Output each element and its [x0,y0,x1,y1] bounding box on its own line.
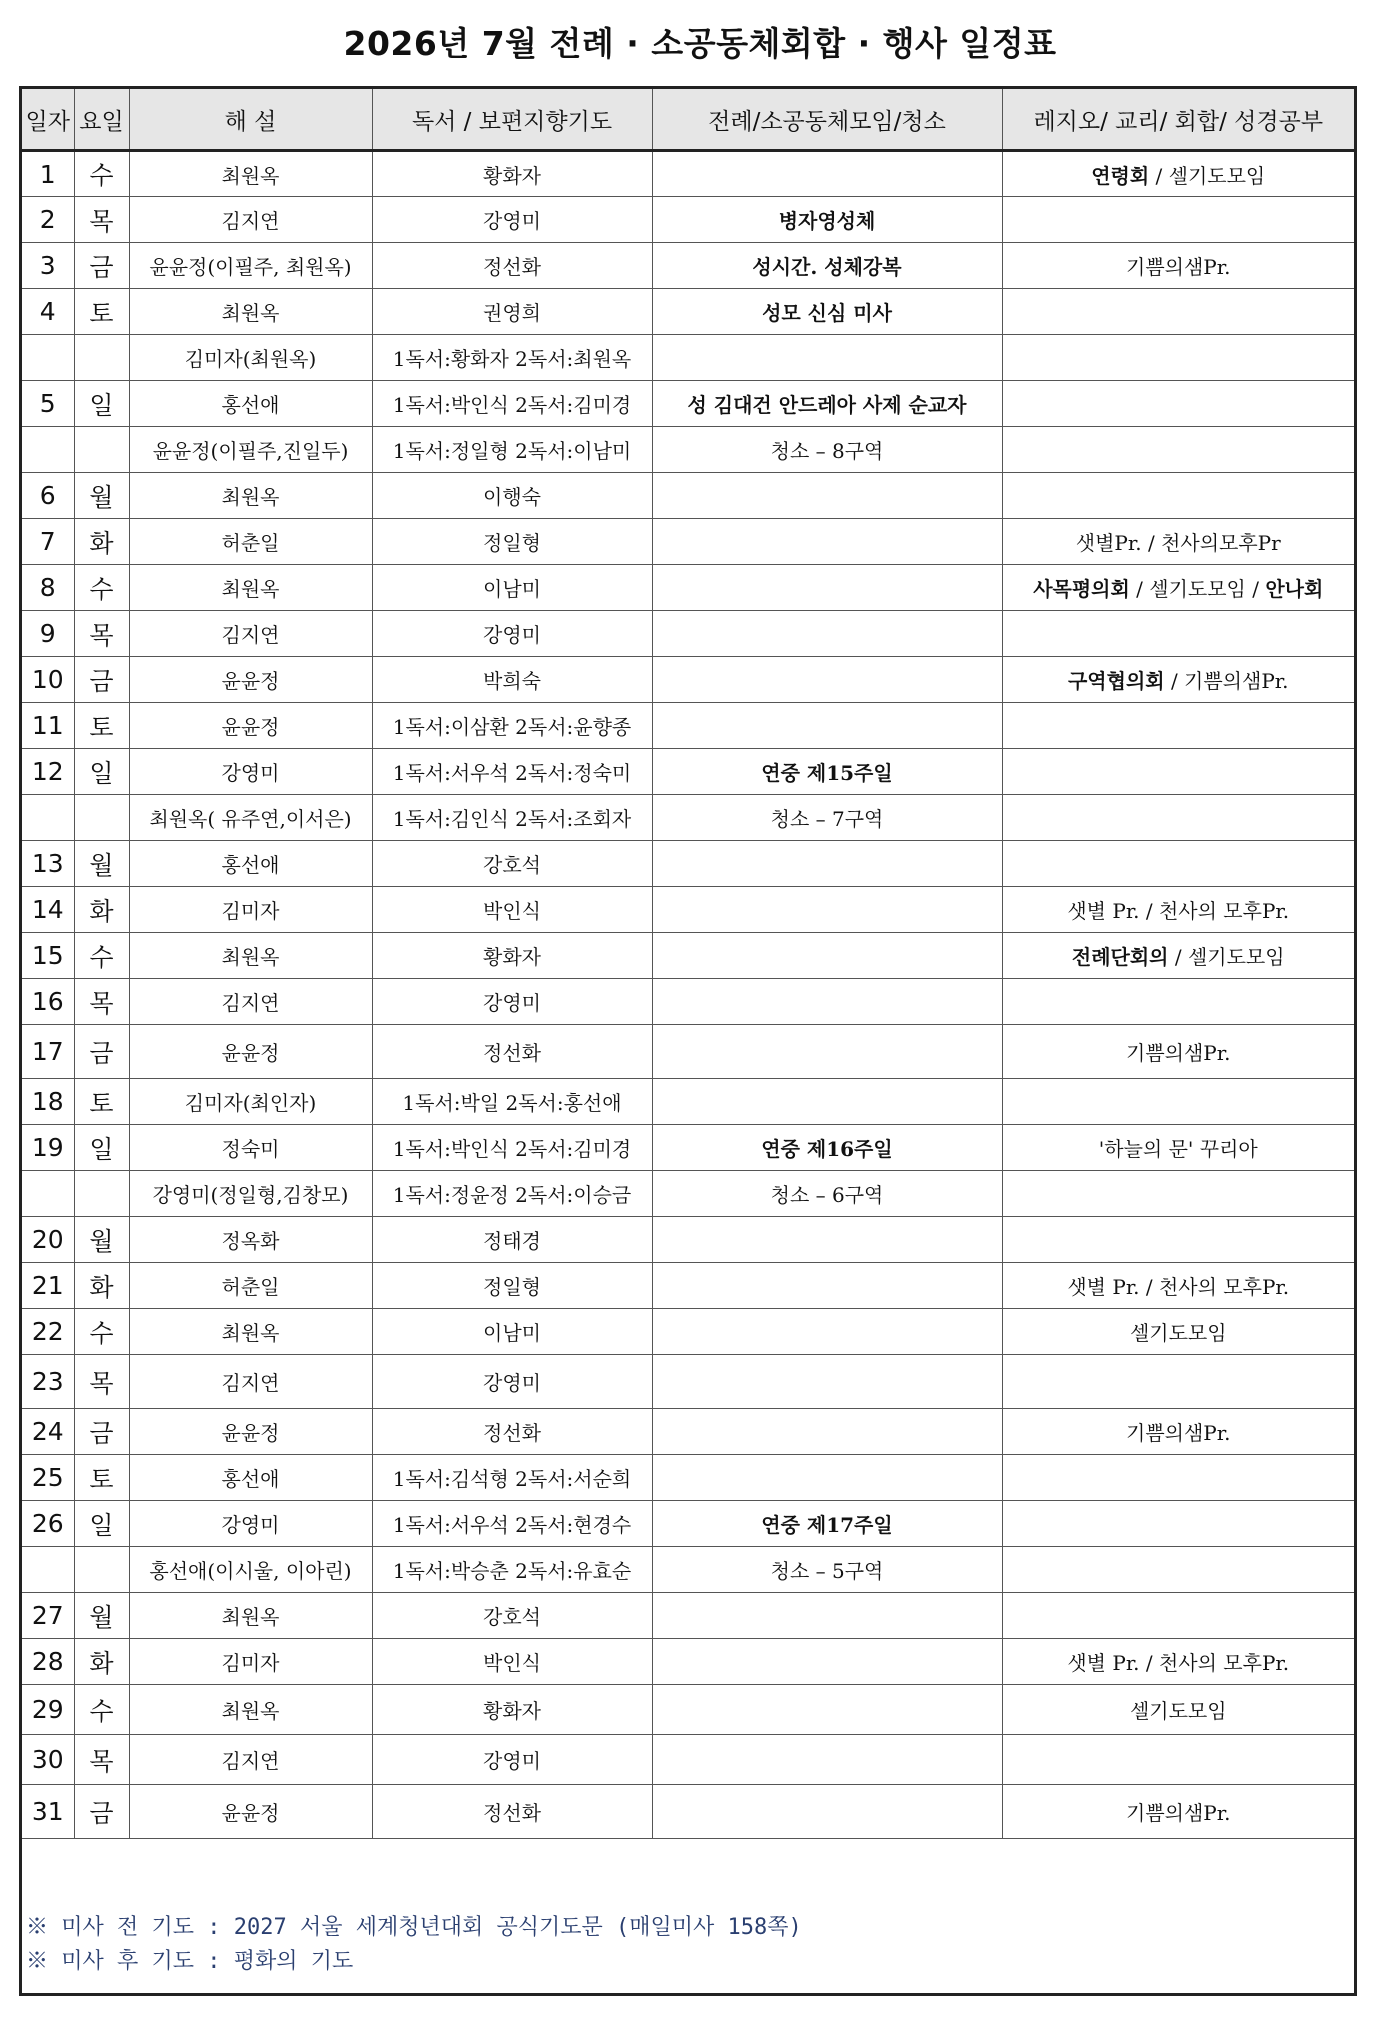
cell-liturgy [652,381,1002,427]
cell-weekday: 일 [74,1501,129,1547]
table-row [22,749,1354,795]
cell-liturgy [652,473,1002,519]
cell-commentator: 홍선애(이시울, 이아린) [129,1547,372,1593]
cell-liturgy [652,703,1002,749]
cell-weekday: 화 [74,1639,129,1685]
cell-reading: 정선화 [372,1785,652,1839]
header-commentator: 해 설 [129,89,372,151]
cell-day: 31 [22,1785,74,1839]
cell-legio: 셀기도모임 [1002,1309,1354,1355]
cell-text-segment: 성모 신심 미사 [762,301,892,325]
cell-legio [1002,565,1354,611]
cell-day: 15 [22,933,74,979]
table-row [22,657,1354,703]
cell-legio [1002,1501,1354,1547]
cell-commentator: 윤윤정 [129,1409,372,1455]
cell-legio: 샛별 Pr. / 천사의 모후Pr. [1002,1263,1354,1309]
cell-text-segment: / 셀기도모임 [1168,945,1285,969]
cell-day [22,335,74,381]
table-row [22,519,1354,565]
cell-weekday: 토 [74,703,129,749]
table-row [22,289,1354,335]
table-row [22,1079,1354,1125]
cell-liturgy [652,841,1002,887]
cell-day: 24 [22,1409,74,1455]
cell-day: 10 [22,657,74,703]
page-title: 2026년 7월 전례 · 소공동체회합 · 행사 일정표 [343,24,1057,63]
cell-weekday [74,427,129,473]
cell-commentator: 윤윤정(이필주,진일두) [129,427,372,473]
cell-legio [1002,749,1354,795]
cell-liturgy [652,335,1002,381]
cell-text-segment: 전례단회의 [1071,945,1169,969]
cell-legio [1002,1593,1354,1639]
table-row [22,565,1354,611]
cell-day: 29 [22,1685,74,1735]
cell-day: 9 [22,611,74,657]
table-row [22,1263,1354,1309]
cell-day: 12 [22,749,74,795]
cell-legio [1002,1355,1354,1409]
cell-commentator: 강영미 [129,749,372,795]
cell-commentator: 정숙미 [129,1125,372,1171]
cell-reading: 1독서:정일형 2독서:이남미 [372,427,652,473]
cell-weekday: 금 [74,657,129,703]
header-legio: 레지오/ 교리/ 회합/ 성경공부 [1002,89,1354,151]
cell-legio [1002,289,1354,335]
cell-legio [1002,657,1354,703]
cell-commentator: 윤윤정(이필주, 최원옥) [129,243,372,289]
cell-reading: 1독서:서우석 2독서:정숙미 [372,749,652,795]
cell-day: 16 [22,979,74,1025]
cell-text-segment: 연중 제16주일 [761,1137,893,1161]
cell-liturgy [652,151,1002,197]
cell-legio [1002,1171,1354,1217]
cell-day: 8 [22,565,74,611]
cell-liturgy [652,979,1002,1025]
cell-liturgy [652,1079,1002,1125]
cell-commentator: 최원옥 [129,1309,372,1355]
table-row [22,1217,1354,1263]
table-row [22,473,1354,519]
cell-legio [1002,473,1354,519]
table-row [22,151,1354,197]
cell-reading: 박인식 [372,887,652,933]
cell-day: 4 [22,289,74,335]
cell-commentator: 최원옥 [129,151,372,197]
cell-weekday: 목 [74,1735,129,1785]
table-row [22,1355,1354,1409]
cell-commentator: 허춘일 [129,1263,372,1309]
cell-weekday: 수 [74,1309,129,1355]
table-row [22,1785,1354,1839]
cell-legio [1002,979,1354,1025]
cell-liturgy [652,1735,1002,1785]
cell-liturgy [652,1355,1002,1409]
cell-weekday: 금 [74,243,129,289]
cell-reading: 정태경 [372,1217,652,1263]
table-row [22,1639,1354,1685]
cell-liturgy [652,657,1002,703]
cell-day: 2 [22,197,74,243]
cell-reading: 1독서:박일 2독서:홍선애 [372,1079,652,1125]
cell-commentator: 윤윤정 [129,1785,372,1839]
cell-commentator: 김지연 [129,197,372,243]
cell-liturgy [652,1785,1002,1839]
cell-weekday: 월 [74,841,129,887]
cell-text-segment: 구역협의회 [1067,669,1165,693]
table-row [22,243,1354,289]
cell-reading: 강영미 [372,1355,652,1409]
cell-reading: 강영미 [372,611,652,657]
cell-weekday: 목 [74,611,129,657]
cell-day [22,427,74,473]
table-row [22,795,1354,841]
cell-reading: 이행숙 [372,473,652,519]
cell-legio: 기쁨의샘Pr. [1002,243,1354,289]
cell-day: 7 [22,519,74,565]
table-row [22,1409,1354,1455]
cell-commentator: 김미자(최인자) [129,1079,372,1125]
cell-legio [1002,795,1354,841]
cell-commentator: 최원옥 [129,565,372,611]
note-after-mass: ※ 미사 후 기도 : 평화의 기도 [26,1949,354,1974]
cell-commentator: 김지연 [129,1735,372,1785]
cell-reading: 박희숙 [372,657,652,703]
cell-reading: 1독서:김인식 2독서:조회자 [372,795,652,841]
cell-day: 13 [22,841,74,887]
cell-commentator: 김지연 [129,611,372,657]
cell-day: 28 [22,1639,74,1685]
cell-text-segment: 성시간. 성체강복 [752,255,902,279]
cell-day: 21 [22,1263,74,1309]
cell-text-segment: 병자영성체 [778,209,876,233]
cell-legio [1002,151,1354,197]
table-row [22,1309,1354,1355]
cell-weekday: 목 [74,979,129,1025]
cell-liturgy [652,1409,1002,1455]
cell-day: 27 [22,1593,74,1639]
cell-weekday: 목 [74,1355,129,1409]
cell-legio [1002,933,1354,979]
table-row [22,1685,1354,1735]
cell-legio [1002,1217,1354,1263]
cell-reading: 강영미 [372,1735,652,1785]
cell-day [22,1171,74,1217]
cell-commentator: 김지연 [129,979,372,1025]
cell-legio [1002,841,1354,887]
cell-liturgy [652,611,1002,657]
cell-commentator: 최원옥 [129,473,372,519]
cell-weekday: 화 [74,519,129,565]
cell-liturgy [652,243,1002,289]
cell-legio: 기쁨의샘Pr. [1002,1025,1354,1079]
cell-commentator: 강영미(정일형,김창모) [129,1171,372,1217]
cell-weekday: 금 [74,1025,129,1079]
cell-legio [1002,1079,1354,1125]
cell-weekday: 토 [74,289,129,335]
cell-reading: 이남미 [372,565,652,611]
cell-liturgy [652,519,1002,565]
cell-legio: 기쁨의샘Pr. [1002,1409,1354,1455]
cell-day: 1 [22,151,74,197]
cell-day: 30 [22,1735,74,1785]
cell-commentator: 김미자(최원옥) [129,335,372,381]
cell-weekday: 월 [74,1593,129,1639]
cell-reading: 1독서:정윤정 2독서:이승금 [372,1171,652,1217]
table-row [22,1593,1354,1639]
footer-notes [26,1911,802,1979]
schedule-body [22,151,1354,1839]
table-row [22,703,1354,749]
cell-weekday: 월 [74,473,129,519]
cell-weekday: 수 [74,151,129,197]
cell-reading: 강호석 [372,1593,652,1639]
table-row [22,1501,1354,1547]
cell-weekday: 일 [74,381,129,427]
cell-commentator: 김미자 [129,1639,372,1685]
header-row [22,89,1354,151]
cell-text-segment: 연중 제17주일 [761,1513,893,1537]
table-row [22,335,1354,381]
cell-reading: 강영미 [372,979,652,1025]
cell-legio [1002,1735,1354,1785]
cell-day [22,1547,74,1593]
table-row [22,197,1354,243]
cell-day: 3 [22,243,74,289]
cell-commentator: 윤윤정 [129,703,372,749]
cell-day: 22 [22,1309,74,1355]
cell-liturgy [652,887,1002,933]
cell-day: 11 [22,703,74,749]
cell-reading: 1독서:박승춘 2독서:유효순 [372,1547,652,1593]
table-row [22,1125,1354,1171]
cell-legio [1002,1455,1354,1501]
cell-legio [1002,335,1354,381]
cell-weekday: 일 [74,749,129,795]
cell-commentator: 강영미 [129,1501,372,1547]
cell-legio: 샛별 Pr. / 천사의 모후Pr. [1002,887,1354,933]
header-day: 일자 [22,89,74,151]
cell-reading: 1독서:김석형 2독서:서순희 [372,1455,652,1501]
table-row [22,933,1354,979]
cell-commentator: 김미자 [129,887,372,933]
cell-liturgy: 청소 – 8구역 [652,427,1002,473]
cell-liturgy [652,1263,1002,1309]
cell-liturgy [652,1501,1002,1547]
cell-weekday [74,335,129,381]
cell-commentator: 윤윤정 [129,1025,372,1079]
cell-day: 25 [22,1455,74,1501]
table-row [22,841,1354,887]
cell-commentator: 홍선애 [129,381,372,427]
cell-weekday: 일 [74,1125,129,1171]
cell-weekday [74,1171,129,1217]
cell-reading: 1독서:서우석 2독서:현경수 [372,1501,652,1547]
cell-text-segment: / 셀기도모임 / [1129,577,1266,601]
cell-commentator: 홍선애 [129,841,372,887]
cell-commentator: 최원옥 [129,933,372,979]
cell-commentator: 최원옥 [129,289,372,335]
cell-reading: 황화자 [372,151,652,197]
cell-text-segment: 성 김대건 안드레아 사제 순교자 [687,393,967,417]
cell-legio: 샛별 Pr. / 천사의 모후Pr. [1002,1639,1354,1685]
cell-text-segment: 사목평의회 [1033,577,1130,601]
table-row [22,1171,1354,1217]
cell-reading: 강영미 [372,197,652,243]
cell-legio [1002,427,1354,473]
cell-weekday: 금 [74,1409,129,1455]
cell-weekday: 목 [74,197,129,243]
cell-reading: 정선화 [372,243,652,289]
cell-day: 14 [22,887,74,933]
cell-legio [1002,703,1354,749]
cell-weekday: 월 [74,1217,129,1263]
cell-reading: 황화자 [372,933,652,979]
cell-liturgy [652,749,1002,795]
cell-weekday: 금 [74,1785,129,1839]
cell-reading: 정선화 [372,1025,652,1079]
header-liturgy: 전례/소공동체모임/청소 [652,89,1002,151]
cell-day: 6 [22,473,74,519]
table-row [22,1547,1354,1593]
cell-weekday: 토 [74,1079,129,1125]
cell-reading: 정일형 [372,519,652,565]
table-row [22,1735,1354,1785]
cell-day [22,795,74,841]
cell-text-segment: / 셀기도모임 [1149,163,1266,188]
table-row [22,1025,1354,1079]
cell-liturgy: 청소 – 6구역 [652,1171,1002,1217]
note-before-mass: ※ 미사 전 기도 : 2027 서울 세계청년대회 공식기도문 (매일미사 158쪽) [26,1915,802,1940]
cell-day: 18 [22,1079,74,1125]
cell-liturgy [652,1685,1002,1735]
header-weekday: 요일 [74,89,129,151]
cell-legio [1002,381,1354,427]
cell-commentator: 최원옥 [129,1593,372,1639]
cell-reading: 정일형 [372,1263,652,1309]
cell-reading: 1독서:황화자 2독서:최원옥 [372,335,652,381]
cell-day: 17 [22,1025,74,1079]
cell-reading: 1독서:박인식 2독서:김미경 [372,381,652,427]
cell-commentator: 허춘일 [129,519,372,565]
cell-commentator: 김지연 [129,1355,372,1409]
cell-day: 26 [22,1501,74,1547]
cell-legio: 샛별Pr. / 천사의모후Pr [1002,519,1354,565]
cell-day: 19 [22,1125,74,1171]
schedule-table [22,89,1354,1839]
cell-reading: 권영희 [372,289,652,335]
cell-legio [1002,1547,1354,1593]
cell-text-segment: 연중 제15주일 [761,761,893,785]
cell-weekday [74,1547,129,1593]
cell-liturgy [652,289,1002,335]
cell-text-segment: 연령회 [1091,163,1150,188]
cell-reading: 이남미 [372,1309,652,1355]
header-reading: 독서 / 보편지향기도 [372,89,652,151]
cell-liturgy [652,1025,1002,1079]
cell-reading: 정선화 [372,1409,652,1455]
cell-liturgy [652,197,1002,243]
cell-liturgy [652,933,1002,979]
cell-liturgy [652,1455,1002,1501]
cell-text-segment: / 기쁨의샘Pr. [1164,669,1289,693]
cell-legio [1002,197,1354,243]
cell-text-segment: 안나회 [1265,577,1324,601]
table-row [22,979,1354,1025]
cell-liturgy [652,565,1002,611]
cell-weekday: 화 [74,887,129,933]
cell-weekday: 수 [74,565,129,611]
cell-legio: 기쁨의샘Pr. [1002,1785,1354,1839]
cell-legio [1002,611,1354,657]
cell-legio: '하늘의 문' 꾸리아 [1002,1125,1354,1171]
table-row [22,611,1354,657]
cell-liturgy [652,1639,1002,1685]
table-row [22,381,1354,427]
cell-commentator: 정옥화 [129,1217,372,1263]
cell-reading: 1독서:박인식 2독서:김미경 [372,1125,652,1171]
cell-commentator: 홍선애 [129,1455,372,1501]
cell-day: 5 [22,381,74,427]
cell-liturgy [652,1125,1002,1171]
schedule-frame [19,86,1357,1996]
table-row [22,1455,1354,1501]
cell-day: 20 [22,1217,74,1263]
cell-commentator: 윤윤정 [129,657,372,703]
cell-weekday: 토 [74,1455,129,1501]
cell-liturgy: 청소 – 5구역 [652,1547,1002,1593]
cell-weekday [74,795,129,841]
cell-liturgy: 청소 – 7구역 [652,795,1002,841]
cell-reading: 황화자 [372,1685,652,1735]
cell-day: 23 [22,1355,74,1409]
table-row [22,427,1354,473]
cell-weekday: 화 [74,1263,129,1309]
cell-commentator: 최원옥( 유주연,이서은) [129,795,372,841]
cell-commentator: 최원옥 [129,1685,372,1735]
cell-liturgy [652,1309,1002,1355]
table-row [22,887,1354,933]
cell-liturgy [652,1593,1002,1639]
cell-reading: 1독서:이삼환 2독서:윤향종 [372,703,652,749]
cell-liturgy [652,1217,1002,1263]
cell-weekday: 수 [74,1685,129,1735]
cell-reading: 박인식 [372,1639,652,1685]
cell-weekday: 수 [74,933,129,979]
cell-reading: 강호석 [372,841,652,887]
cell-legio: 셀기도모임 [1002,1685,1354,1735]
